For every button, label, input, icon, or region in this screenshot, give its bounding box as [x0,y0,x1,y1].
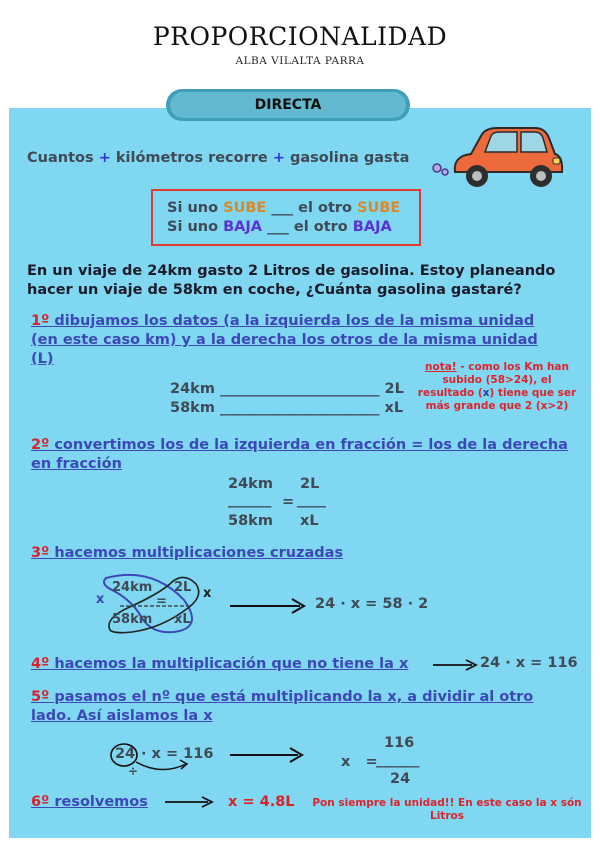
section-label: DIRECTA [170,92,406,118]
step-5-x-equals: x = [341,754,378,770]
step-text: resolvemos [49,794,148,810]
step-5-bar: ______ [376,752,420,768]
note-box [413,361,581,413]
car-illustration [425,122,565,192]
note-text: - como los Km han subido (58>24), el resultado ( [417,361,569,399]
step-4-result: 24 · x = 116 [480,655,578,671]
step-number: 3º [31,545,50,561]
cross-x-right: x [203,586,212,601]
rule-line-up [167,199,419,218]
rule-keyword: SUBE [357,200,401,216]
step-5-denominator: 24 [390,771,411,787]
note-label: nota! [425,361,457,373]
step-5-numerator: 116 [384,735,415,751]
plus-sign: + [98,150,111,166]
step-number: 2º [31,437,50,453]
data-line-2: 58km ______________________ xL [170,400,404,416]
fraction-right-numerator: 2L [300,476,320,492]
step-text: hacemos la multiplicación que no tiene la x [49,656,409,672]
fraction-right-bar: ____ [297,492,326,508]
car-light [553,158,560,164]
step-5-left-number: 24 [115,746,136,762]
step-4 [31,655,408,674]
subtitle-part: Cuantos [27,150,99,166]
fraction-right-denominator: xL [300,513,319,529]
rule-keyword: BAJA [352,219,392,235]
cross-top-right: 2L [174,580,192,595]
wheel-hub [472,171,482,181]
subtitle-part: gasolina gasta [284,150,410,166]
step-2 [31,436,586,474]
step-6 [31,793,148,812]
rule-text: Si uno [167,219,224,235]
step-3 [31,544,343,563]
rule-box [151,189,421,246]
data-line-1: 24km ______________________ 2L [170,381,404,397]
step-number: 6º [31,794,50,810]
cross-bottom-right: xL [174,612,191,627]
rule-keyword: BAJA [223,219,263,235]
rule-keyword: SUBE [223,200,267,216]
note-text: ) tiene que ser más grande que 2 (x>2) [425,387,577,412]
wheel-hub [536,171,546,181]
rule-text: ___ el otro [262,219,353,235]
author-name: ALBA VILALTA PARRA [235,55,365,67]
arrow-icon [228,596,308,616]
cross-top-left: 24km [112,580,153,595]
step-5 [31,688,571,726]
fraction-left-numerator: 24km [228,476,273,492]
cross-equals: = [156,594,167,609]
note-x: x [482,387,490,399]
section-pill [166,89,410,121]
divide-sign: ÷ [128,764,139,778]
fraction-left-bar: ______ [228,492,272,508]
cross-x-left: x [96,592,105,607]
step-number: 5º [31,689,50,705]
cross-result: 24 · x = 58 · 2 [315,596,429,612]
step-text: convertimos los de la izquierda en fracción = los de la derecha en fracción [31,437,568,472]
step-5-left-rest: · x = 116 [141,746,214,762]
cross-bottom-left: 58km [112,612,153,627]
step-6-result: x = 4.8L [228,794,295,810]
rule-line-down [167,218,419,237]
exhaust-smoke [433,164,448,175]
rule-text: Si uno [167,200,224,216]
step-text: pasamos el nº que está multiplicando la x, a dividir al otro lado. Así aislamos la x [31,689,534,724]
page-title: PROPORCIONALIDAD [152,22,448,51]
step-text: dibujamos los datos (a la izquierda los de la misma unidad (en este caso km) y a la derecha los otros de la misma unidad (L) [31,313,538,367]
problem-statement: En un viaje de 24km gasto 2 Litros de gasolina. Estoy planeando hacer un viaje de 58km en coche, ¿Cuánta gasolina gastaré? [27,263,556,298]
rule-text: ___ el otro [266,200,358,216]
step-number: 1º [31,313,50,329]
subtitle-part: kilómetros recorre [110,150,273,166]
arrow-icon [164,794,216,810]
arrow-icon [228,745,308,765]
step-text: hacemos multiplicaciones cruzadas [49,545,344,561]
arrow-icon [432,656,478,672]
step-number: 4º [31,656,50,672]
final-note: Pon siempre la unidad!! En este caso la x són Litros [312,797,582,822]
plus-sign: + [272,150,285,166]
fraction-left-denominator: 58km [228,513,273,529]
subtitle [27,150,409,166]
fraction-equals: = [282,494,295,510]
